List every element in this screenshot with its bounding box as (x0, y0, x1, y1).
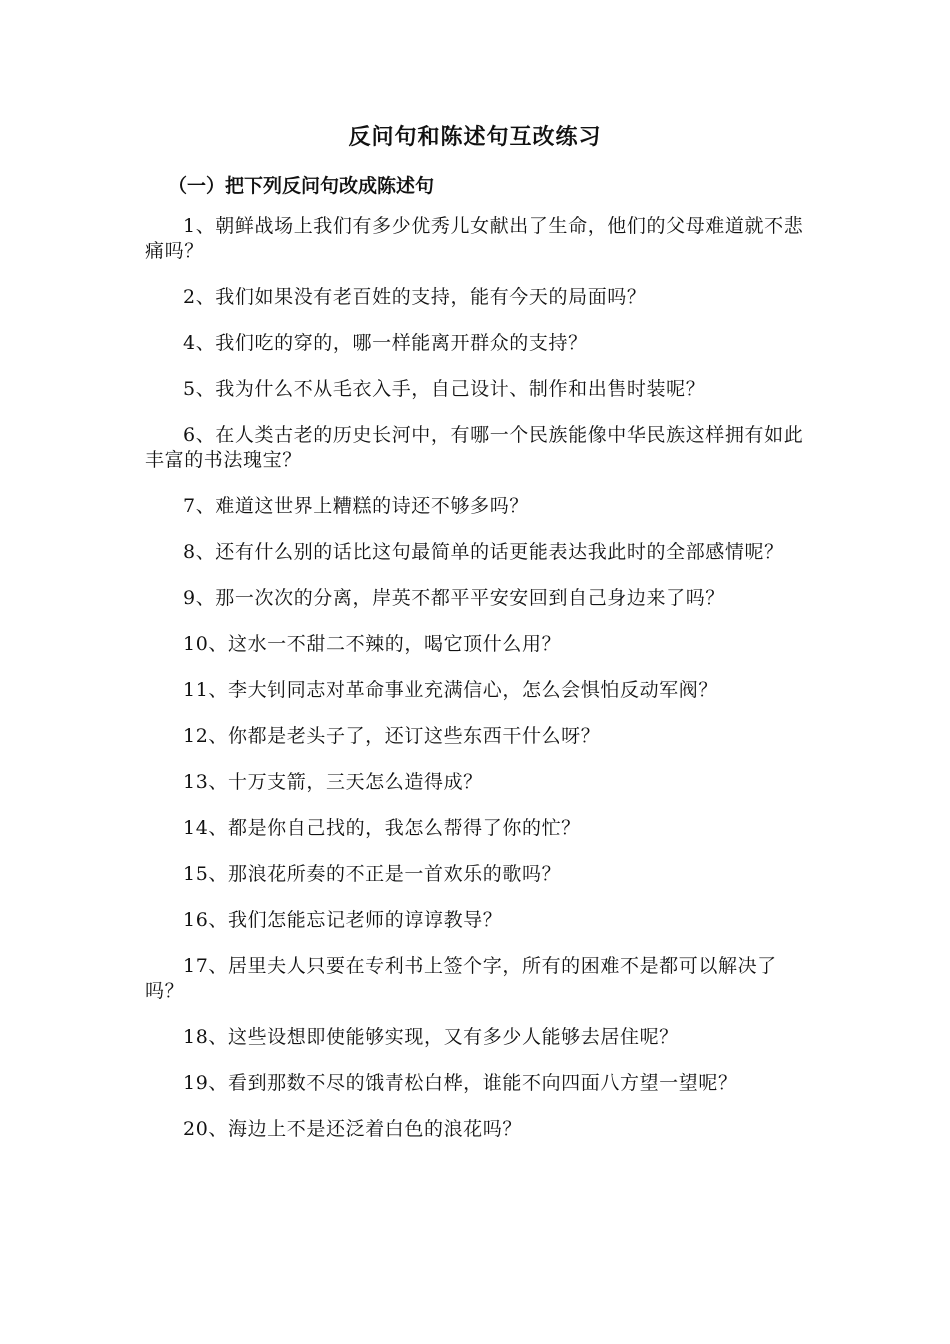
exercise-item: 15、那浪花所奏的不正是一首欢乐的歌吗？ (183, 863, 562, 885)
exercise-item: 12、你都是老头子了，还订这些东西干什么呀？ (183, 725, 601, 747)
exercise-item: 5、我为什么不从毛衣入手，自己设计、制作和出售时装呢？ (183, 378, 706, 400)
exercise-item: 1、朝鲜战场上我们有多少优秀儿女献出了生命，他们的父母难道就不悲痛吗？ (145, 215, 804, 262)
exercise-item: 14、都是你自己找的，我怎么帮得了你的忙？ (183, 817, 581, 839)
exercise-item: 10、这水一不甜二不辣的，喝它顶什么用？ (183, 633, 562, 655)
exercise-item: 2、我们如果没有老百姓的支持，能有今天的局面吗？ (183, 286, 647, 308)
exercise-item: 13、十万支箭，三天怎么造得成？ (183, 771, 483, 793)
exercise-item: 20、海边上不是还泛着白色的浪花吗？ (183, 1118, 522, 1140)
exercise-item: 18、这些设想即使能够实现，又有多少人能够去居住呢？ (183, 1026, 679, 1048)
exercise-item: 8、还有什么别的话比这句最简单的话更能表达我此时的全部感情呢？ (183, 541, 784, 563)
exercise-item: 17、居里夫人只要在专利书上签个字，所有的困难不是都可以解决了吗？ (145, 955, 777, 1002)
exercise-item: 11、李大钊同志对革命事业充满信心，怎么会惧怕反动军阀？ (183, 679, 718, 701)
exercise-item: 7、难道这世界上糟糕的诗还不够多吗？ (183, 495, 529, 517)
exercise-list (145, 214, 810, 1163)
section-heading: （一）把下列反问句改成陈述句 (168, 175, 435, 197)
exercise-item: 19、看到那数不尽的饿青松白桦，谁能不向四面八方望一望呢？ (183, 1072, 738, 1094)
document-title: 反问句和陈述句互改练习 (348, 124, 602, 150)
exercise-item: 9、那一次次的分离，岸英不都平平安安回到自己身边来了吗？ (183, 587, 725, 609)
exercise-item: 4、我们吃的穿的，哪一样能离开群众的支持？ (183, 332, 588, 354)
exercise-item: 16、我们怎能忘记老师的谆谆教导？ (183, 909, 503, 931)
exercise-item: 6、在人类古老的历史长河中，有哪一个民族能像中华民族这样拥有如此丰富的书法瑰宝？ (145, 424, 804, 471)
